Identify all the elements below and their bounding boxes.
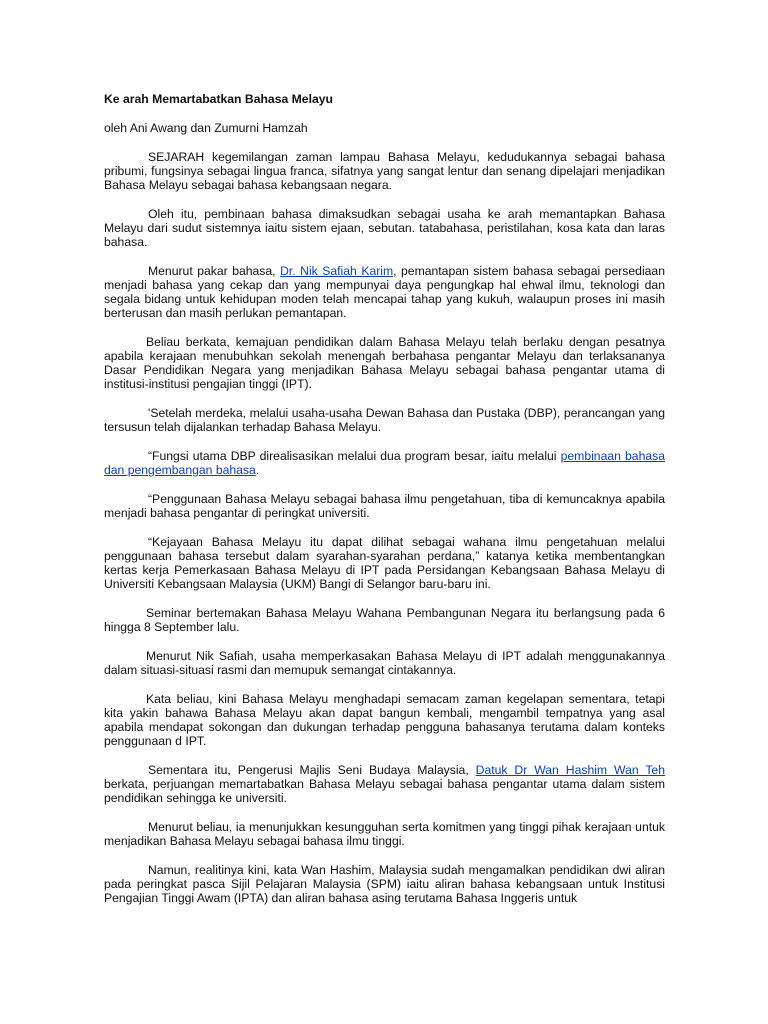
article-byline: oleh Ani Awang dan Zumurni Hamzah [104,121,308,135]
paragraph-6-text-before: “Fungsi utama DBP direalisasikan melalui dua program besar, iaitu melalui [148,449,561,463]
paragraph-13: Menurut beliau, ia menunjukkan kesungguhan serta komitmen yang tinggi pihak kerajaan untuk menjadikan Bahasa Melayu sebagai bahasa ilmu tinggi. [104,820,665,848]
link-wan-hashim-wan-teh[interactable]: Datuk Dr Wan Hashim Wan Teh [475,763,665,777]
paragraph-14: Namun, realitinya kini, kata Wan Hashim, Malaysia sudah mengamalkan pendidikan dwi aliran pada peringkat pasca Sijil Pelajaran Malaysia (SPM) iaitu aliran bahasa kebangsaan untuk Institusi Pengajian Tinggi Awam (IPTA) dan aliran bahasa asing terutama Bahasa Inggeris untuk [104,863,665,905]
paragraph-7: “Penggunaan Bahasa Melayu sebagai bahasa ilmu pengetahuan, tiba di kemuncaknya apabila menjadi bahasa pengantar di peringkat universiti. [104,492,665,520]
paragraph-6 [104,449,665,477]
paragraph-3-text-before: Menurut pakar bahasa, [148,264,281,278]
paragraph-1: SEJARAH kegemilangan zaman lampau Bahasa Melayu, kedudukannya sebagai bahasa pribumi, fungsinya sebagai lingua franca, sifatnya yang sangat lentur dan senang dipelajari menjadikan Bahasa Melayu sebagai bahasa kebangsaan negara. [104,150,665,192]
paragraph-12 [104,763,665,805]
paragraph-10: Menurut Nik Safiah, usaha memperkasakan Bahasa Melayu di IPT adalah menggunakannya dalam situasi-situasi rasmi dan memupuk semangat cintakannya. [104,649,665,677]
document-page [104,92,665,920]
link-pembinaan-bahasa[interactable]: pembinaan bahasa dan pengembangan bahasa [104,449,665,477]
article-title: Ke arah Memartabatkan Bahasa Melayu [104,92,333,106]
link-nik-safiah-karim[interactable]: Dr. Nik Safiah Karim [280,264,394,278]
paragraph-2: Oleh itu, pembinaan bahasa dimaksudkan sebagai usaha ke arah memantapkan Bahasa Melayu dari sudut sistemnya iaitu sistem ejaan, sebutan. tatabahasa, peristilahan, kosa kata dan laras bahasa. [104,207,665,249]
paragraph-11: Kata beliau, kini Bahasa Melayu menghadapi semacam zaman kegelapan sementara, tetapi kita yakin bahawa Bahasa Melayu akan dapat bangun kembali, mengambil tempatnya yang asal apabila mendapat sokongan dan dukungan terhadap pengguna bahasanya terutama dalam konteks penggunaan d IPT. [104,692,665,748]
paragraph-3 [104,264,665,320]
paragraph-6-text-after: . [255,463,260,477]
paragraph-5: 'Setelah merdeka, melalui usaha-usaha Dewan Bahasa dan Pustaka (DBP), perancangan yang tersusun telah dijalankan terhadap Bahasa Melayu. [104,406,665,434]
paragraph-12-text-before: Sementara itu, Pengerusi Majlis Seni Budaya Malaysia, [148,763,476,777]
paragraph-4: Beliau berkata, kemajuan pendidikan dalam Bahasa Melayu telah berlaku dengan pesatnya apabila kerajaan menubuhkan sekolah menengah berbahasa pengantar Melayu dan terlaksananya Dasar Pendidikan Negara yang menjadikan Bahasa Melayu sebagai bahasa pengantar utama di institusi-institusi pengajian tinggi (IPT). [104,335,665,391]
paragraph-8: “Kejayaan Bahasa Melayu itu dapat dilihat sebagai wahana ilmu pengetahuan melalui penggunaan bahasa tersebut dalam syarahan-syarahan perdana,” katanya ketika membentangkan kertas kerja Pemerkasaan Bahasa Melayu di IPT pada Persidangan Kebangsaan Bahasa Melayu di Universiti Kebangsaan Malaysia (UKM) Bangi di Selangor baru-baru ini. [104,535,665,591]
paragraph-3-text-after: , pemantapan sistem bahasa sebagai persediaan menjadi bahasa yang cekap dan yang mempunyai daya pengungkap hal ehwal ilmu, teknologi dan segala bidang untuk kehidupan moden telah mencapai tahap yang kukuh, walaupun proses ini masih berterusan dan masih perlukan pemantapan. [104,264,665,320]
paragraph-9: Seminar bertemakan Bahasa Melayu Wahana Pembangunan Negara itu berlangsung pada 6 hingga 8 September lalu. [104,606,665,634]
paragraph-12-text-after: berkata, perjuangan memartabatkan Bahasa Melayu sebagai bahasa pengantar utama dalam sistem pendidikan sehingga ke universiti. [104,777,665,805]
